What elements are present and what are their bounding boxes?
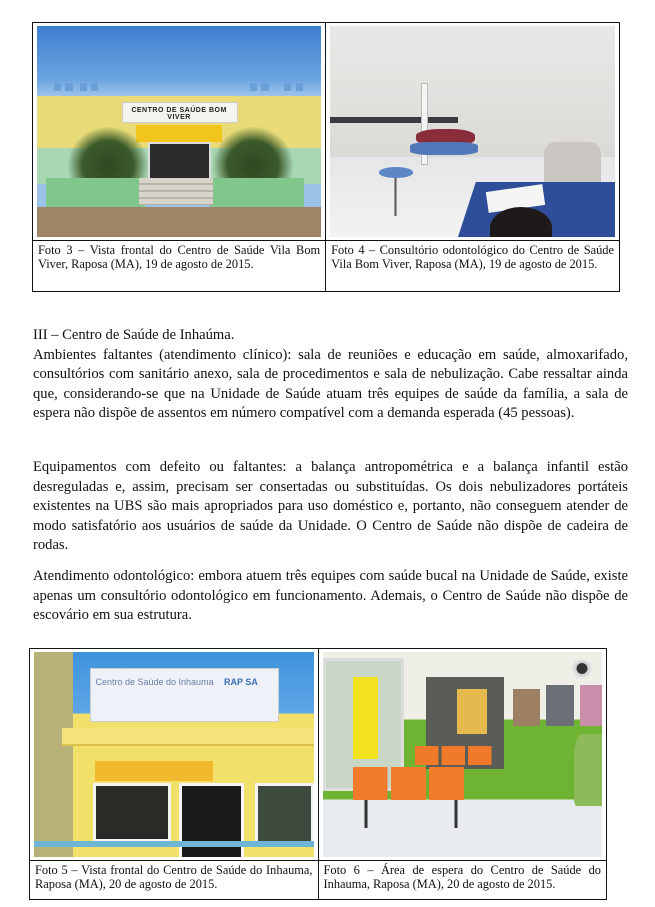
raposa-logo-text: RAP SA	[224, 676, 258, 687]
photo-3-image	[37, 26, 321, 237]
bottom-photo-table	[29, 648, 607, 900]
photo-5-caption: Foto 5 – Vista frontal do Centro de Saúde do Inhauma, Raposa (MA), 20 de agosto de 2015.	[30, 861, 319, 900]
photo-5-cell	[30, 649, 319, 861]
photo-6-cell	[318, 649, 607, 861]
wall-fan-icon	[568, 658, 596, 679]
photo-6-image	[323, 652, 603, 857]
photo-4-cell	[326, 23, 620, 241]
section-dental	[33, 567, 628, 626]
paragraph-equipment: Equipamentos com defeito ou faltantes: a balança antropométrica e a balança infantil estão desreguladas e, assim, precisam ser consertadas ou substituídas. Os dois nebulizadores portáteis existentes na UBS são mais apropriados para uso doméstico e, portanto, não conseguem atender de modo satisfatório aos usuários de saúde da Unidade. O Centro de Saúde não dispõe de cadeira de rodas.	[33, 459, 628, 554]
photo-4-caption: Foto 4 – Consultório odontológico do Centro de Saúde Vila Bom Viver, Raposa (MA), 19 de agosto de 2015.	[326, 241, 620, 292]
photo-5-sign-text: Centro de Saúde do Inhauma	[95, 676, 214, 687]
photo-3-sign-text: CENTRO DE SAÚDE BOM VIVER	[131, 107, 227, 122]
photo-5-image	[34, 652, 314, 857]
section-equipment	[33, 458, 628, 556]
top-photo-table	[32, 22, 620, 292]
photo-6-caption: Foto 6 – Área de espera do Centro de Saúde do Inhauma, Raposa (MA), 20 de agosto de 2015.	[318, 861, 607, 900]
paragraph-missing-rooms: Ambientes faltantes (atendimento clínico): sala de reuniões e educação em saúde, almoxarifado, consultórios com sanitário anexo, sala de procedimentos e sala de nebulização. Cabe ressaltar ainda que, considerando-se que na Unidade de Saúde atuam três equipes de saúde da família, a sala de espera não dispõe de assentos em número compatível com a demanda esperada (45 pessoas).	[33, 346, 628, 422]
photo-3-cell	[33, 23, 326, 241]
section-inhauma	[33, 326, 628, 424]
photo-4-image	[330, 26, 615, 237]
section-heading: III – Centro de Saúde de Inhaúma.	[33, 327, 235, 343]
photo-3-caption: Foto 3 – Vista frontal do Centro de Saúde Vila Bom Viver, Raposa (MA), 19 de agosto de 2015.	[33, 241, 326, 292]
paragraph-dental: Atendimento odontológico: embora atuem três equipes com saúde bucal na Unidade de Saúde, existe apenas um consultório odontológico em funcionamento. Ademais, o Centro de Saúde não dispõe de escovário em sua estrutura.	[33, 568, 628, 624]
